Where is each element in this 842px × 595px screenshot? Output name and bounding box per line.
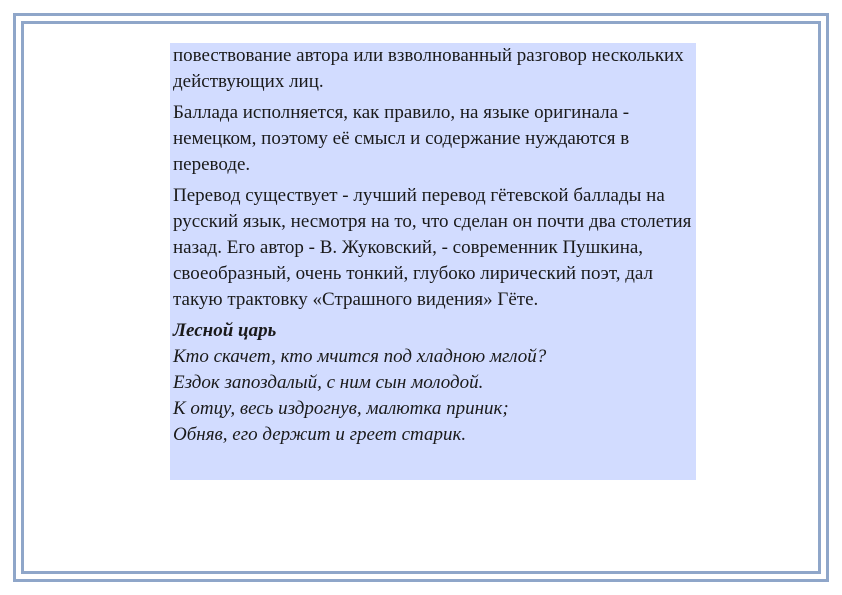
text-box [170, 43, 696, 480]
poem-title: Лесной царь [173, 320, 277, 341]
poem-line: К отцу, весь издрогнув, малютка приник; [173, 398, 509, 419]
poem-line: Ездок запоздалый, с ним сын молодой. [173, 372, 484, 393]
paragraph-translation: Перевод существует - лучший перевод гётевской баллады на русский язык, несмотря на то, что сделан он почти два столетия назад. Его автор - В. Жуковский, - современник Пушкина, своеобразный, очень тонкий, глубоко лирический поэт, дал такую трактовку «Страшного видения» Гёте. [173, 185, 692, 310]
poem-line: Обняв, его держит и греет старик. [173, 424, 467, 445]
paragraph-original-language: Баллада исполняется, как правило, на языке оригинала - немецком, поэтому её смысл и содержание нуждаются в переводе. [173, 102, 630, 175]
poem-line: Кто скачет, кто мчится под хладною мглой? [173, 346, 547, 367]
paragraph-intro: повествование автора или взволнованный разговор нескольких действующих лиц. [173, 45, 684, 92]
poem [173, 318, 693, 448]
